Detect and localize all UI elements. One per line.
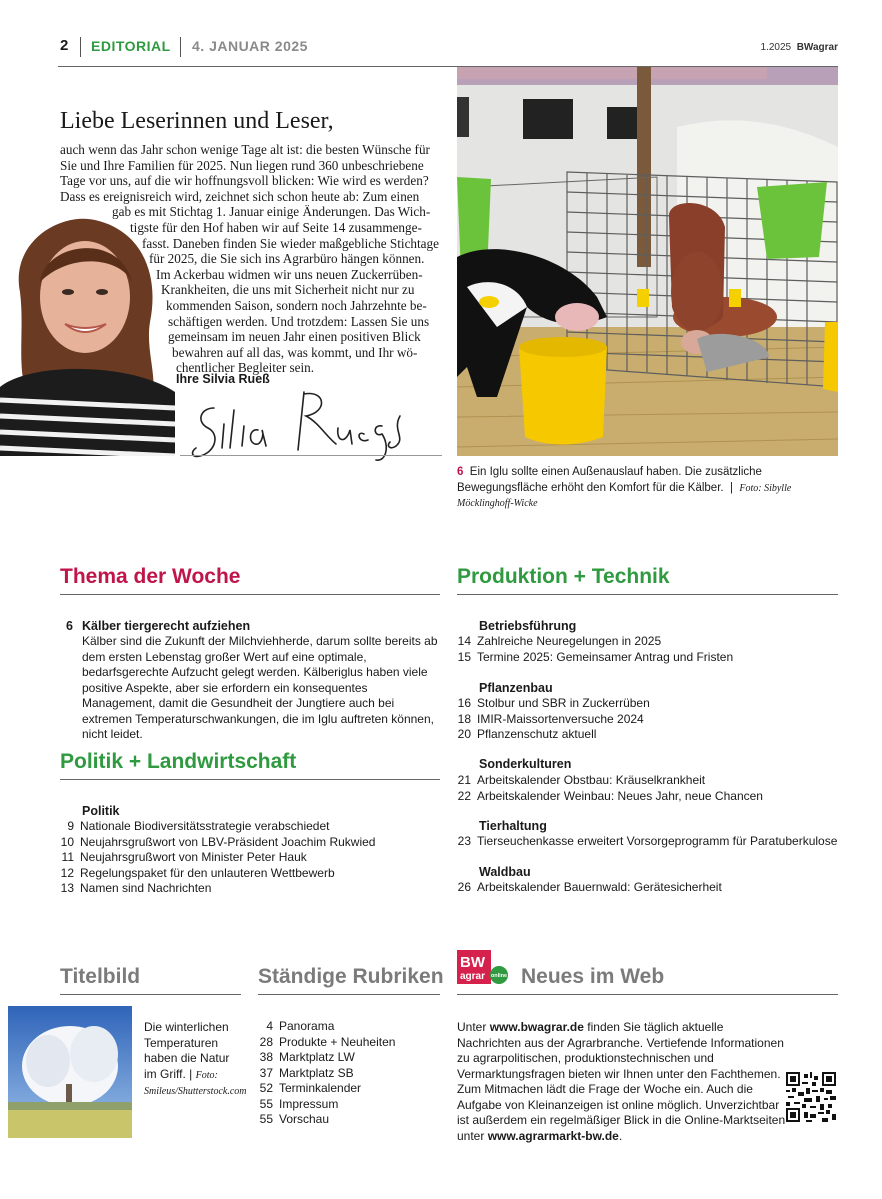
toc-title: Panorama: [279, 1019, 335, 1033]
editorial-line: gemeinsam im neuen Jahr einen positiven Blick: [168, 329, 421, 345]
editorial-line: kommenden Saison, sondern noch Jahrzehnte be-: [166, 298, 427, 313]
editorial-line: bewahren auf all das, was kommt, und Ihr wö-: [172, 344, 418, 360]
logo-agrar: agrar: [460, 971, 486, 982]
editorial-line: Sie und Ihre Familien für 2025. Nun liegen rund 360 unbeschriebene: [60, 157, 424, 173]
toc-item[interactable]: [453, 650, 733, 666]
section-rule: [60, 779, 440, 780]
section-rule: [60, 994, 241, 995]
toc-item[interactable]: [56, 819, 375, 835]
toc-page: 10: [60, 834, 74, 849]
toc-title: Vorschau: [279, 1112, 330, 1126]
toc-title: Pflanzenschutz aktuell: [477, 727, 597, 741]
editorial-line: auch wenn das Jahr schon wenige Tage alt ist: die besten Wünsche für: [60, 142, 430, 157]
editorial-signoff: Ihre Silvia Rueß: [176, 372, 270, 386]
web-text: [457, 1020, 787, 1144]
titelbild-caption: [144, 1020, 247, 1100]
toc-item[interactable]: [453, 634, 733, 650]
toc-title: Terminkalender: [279, 1081, 362, 1095]
politik-list: [56, 819, 375, 897]
toc-title: Marktplatz SB: [279, 1065, 354, 1080]
toc-page: 11: [61, 850, 74, 864]
toc-page: 55: [259, 1096, 273, 1111]
rubriken-list: [255, 1019, 395, 1128]
toc-title: Termine 2025: Gemeinsamer Antrag und Fristen: [477, 649, 734, 664]
editorial-greeting: Liebe Leserinnen und Leser,: [60, 108, 334, 134]
section-label: EDITORIAL: [91, 38, 171, 54]
toc-page: 22: [457, 788, 471, 803]
toc-item[interactable]: [56, 866, 375, 882]
web-heading: Neues im Web: [521, 965, 665, 988]
toc-page: 9: [67, 819, 74, 833]
toc-page: 52: [259, 1081, 273, 1095]
toc-title: Produkte + Neuheiten: [279, 1034, 396, 1049]
toc-title: Marktplatz LW: [279, 1050, 355, 1064]
produktion-heading: Produktion + Technik: [457, 565, 670, 588]
titelbild-credit: Foto: Smileus/Shutterstock.com: [144, 1069, 247, 1097]
thema-heading: Thema der Woche: [60, 565, 241, 588]
logo-bw: BW: [460, 954, 485, 971]
web-text-pre: Unter: [457, 1020, 490, 1034]
toc-item[interactable]: [255, 1097, 395, 1113]
editorial-line: fasst. Daneben finden Sie wieder maßgebliche Stichtage: [142, 235, 439, 251]
toc-page: 15: [457, 649, 471, 664]
produktion-list: [453, 773, 763, 804]
editorial-line: schäftigen werden. Und trotzdem: Lassen Sie uns: [168, 313, 430, 329]
caption-number: 6: [457, 466, 464, 478]
toc-title: Namen sind Nachrichten: [80, 881, 212, 895]
section-rule: [60, 594, 440, 595]
brand-name: BWagrar: [796, 42, 838, 53]
toc-item[interactable]: [255, 1081, 395, 1097]
toc-item[interactable]: [255, 1019, 395, 1035]
toc-page: 55: [259, 1112, 273, 1126]
toc-item[interactable]: [56, 850, 375, 866]
toc-title: Neujahrsgrußwort von Minister Peter Hauk: [80, 850, 307, 864]
toc-title: Regelungspaket für den unlauteren Wettbewerb: [80, 865, 335, 880]
caption-separator: |: [729, 481, 733, 494]
toc-item[interactable]: [453, 696, 650, 712]
produktion-subheading: Sonderkulturen: [479, 757, 572, 771]
toc-title: Neujahrsgrußwort von LBV-Präsident Joachim Rukwied: [80, 834, 376, 849]
toc-title: Stolbur und SBR in Zuckerrüben: [477, 696, 650, 710]
caption-separator: |: [189, 1066, 193, 1081]
toc-page: 20: [457, 727, 471, 741]
toc-item[interactable]: [255, 1066, 395, 1082]
titelbild-text: Die winterlichen Temperaturen haben die Natur im Griff.: [144, 1020, 230, 1081]
thema-title: Kälber tiergerecht aufziehen: [82, 619, 251, 633]
photo-caption: [457, 465, 842, 512]
editorial-line: chentlicher Begleiter sein.: [176, 360, 315, 376]
issue-date: 4. JANUAR 2025: [192, 38, 308, 54]
section-rule: [457, 994, 838, 995]
toc-page: 38: [259, 1050, 273, 1064]
produktion-subheading: Pflanzenbau: [479, 681, 553, 695]
issue-label: [700, 42, 838, 53]
toc-item[interactable]: [453, 834, 837, 850]
header-divider: [180, 37, 181, 57]
toc-title: Arbeitskalender Obstbau: Kräuselkrankheit: [477, 773, 706, 787]
toc-page: 23: [457, 834, 471, 848]
toc-item[interactable]: [255, 1050, 395, 1066]
toc-page: 28: [259, 1034, 273, 1049]
toc-page: 13: [60, 881, 74, 895]
toc-item[interactable]: [453, 712, 650, 728]
toc-page: 37: [259, 1065, 273, 1080]
toc-page: 26: [457, 880, 471, 894]
titelbild-heading: Titelbild: [60, 965, 141, 988]
toc-title: Tierseuchenkasse erweitert Vorsorgeprogramm für Paratuberkulose: [477, 834, 838, 848]
editorial-line: Tage vor uns, auf die wir hoffnungsvoll blicken: Wie wird es werden?: [60, 173, 429, 189]
web-text-body: finden Sie täglich aktuelle Nachrichten aus der Agrarbranche. Vertiefende Informationen zu agrarpolitischen, produktionstechnischen und Vermarktungsfragen bieten wir Ihnen unter den Fachthemen. Zum Mitmachen lädt die Frage der Woche ein. Auch die Aufgabe von Kleinanzeigen ist online möglich. Unverzichtbar ist außerdem ein regelmäßiger Blick in die Online-Marktseiten unter: [457, 1020, 786, 1143]
section-rule: [258, 994, 440, 995]
issue-number: 1.2025: [760, 42, 792, 53]
toc-title: Arbeitskalender Weinbau: Neues Jahr, neue Chancen: [477, 788, 763, 803]
thema-text: Kälber sind die Zukunft der Milchviehherde, darum sollte bereits ab dem ersten Lebenstag großer Wert auf eine optimale, bedarfsgerechte Aufzucht gelegt werden. Kälberiglus haben viele positive Aspekte, aber sie erfordern ein konsequentes Management, damit die Gesundheit der Jungtiere auch bei extremen Temperaturschwankungen, die im Iglu auftreten können, nicht leidet.: [82, 634, 438, 741]
section-rule: [457, 594, 838, 595]
toc-item[interactable]: [56, 835, 375, 851]
toc-title: Nationale Biodiversitätsstrategie verabschiedet: [80, 819, 330, 833]
qr-code[interactable]: [786, 1072, 836, 1122]
toc-item[interactable]: [453, 727, 650, 743]
produktion-list: [453, 880, 722, 896]
editorial-line: tigste für den Hof haben wir auf Seite 14 zusammenge-: [130, 220, 422, 235]
toc-item[interactable]: [453, 880, 722, 896]
toc-page: 16: [457, 696, 471, 710]
toc-title: IMIR-Maissortenversuche 2024: [477, 711, 644, 726]
signature-rule: [180, 455, 442, 456]
toc-title: Zahlreiche Neuregelungen in 2025: [477, 634, 662, 648]
toc-page: 18: [457, 711, 471, 726]
header-divider: [80, 37, 81, 57]
photo-credit: Foto: Sibylle Möcklinghoff-Wicke: [457, 482, 792, 509]
produktion-list: [453, 834, 837, 850]
produktion-list: [453, 634, 733, 665]
toc-page: 14: [457, 634, 471, 648]
handwritten-signature: [186, 386, 416, 470]
editorial-line: Krankheiten, die uns mit Sicherheit nicht nur zu: [161, 282, 415, 298]
cover-thumbnail: [8, 1006, 132, 1138]
editorial-line: gab es mit Stichtag 1. Januar einige Änderungen. Das Wich-: [112, 204, 431, 220]
calves-in-igloo-photo: [457, 67, 838, 456]
logo-online: online: [490, 973, 508, 979]
toc-item[interactable]: [255, 1112, 395, 1128]
editorial-line: für 2025, die Sie sich ins Agrarbüro hängen können.: [149, 251, 425, 267]
editorial-line: Im Ackerbau widmen wir uns neuen Zuckerrüben-: [156, 266, 423, 282]
toc-item[interactable]: [56, 881, 375, 897]
produktion-subheading: Waldbau: [479, 865, 531, 879]
bwagrar-link[interactable]: www.bwagrar.de: [489, 1020, 584, 1034]
thema-page-number: 6: [66, 619, 73, 633]
produktion-subheading: Tierhaltung: [479, 819, 547, 833]
produktion-subheading: Betriebsführung: [479, 619, 577, 633]
toc-page: 12: [60, 865, 74, 880]
toc-item[interactable]: [255, 1035, 395, 1051]
editorial-line: Dass es ereignisreich wird, zeichnet sich schon heute ab: Zum einen: [60, 188, 420, 204]
politik-subheading: Politik: [82, 804, 120, 818]
agrarmarkt-link[interactable]: www.agrarmarkt-bw.de: [487, 1128, 619, 1143]
caption-text: Ein Iglu sollte einen Außenauslauf haben. Die zusätzliche Bewegungsfläche erhöht den Komfort für die Kälber.: [457, 466, 762, 494]
toc-page: 4: [266, 1019, 273, 1033]
toc-page: 21: [457, 773, 471, 787]
politik-heading: Politik + Landwirtschaft: [60, 750, 297, 773]
toc-title: Arbeitskalender Bauernwald: Gerätesicherheit: [477, 880, 722, 894]
page-number: 2: [60, 37, 69, 54]
toc-title: Impressum: [279, 1096, 339, 1111]
rubriken-heading: Ständige Rubriken: [258, 965, 444, 988]
toc-item[interactable]: [453, 789, 763, 805]
bwagrar-online-logo: [457, 950, 509, 984]
produktion-list: [453, 696, 650, 743]
toc-item[interactable]: [453, 773, 763, 789]
web-text-end: .: [618, 1128, 623, 1143]
